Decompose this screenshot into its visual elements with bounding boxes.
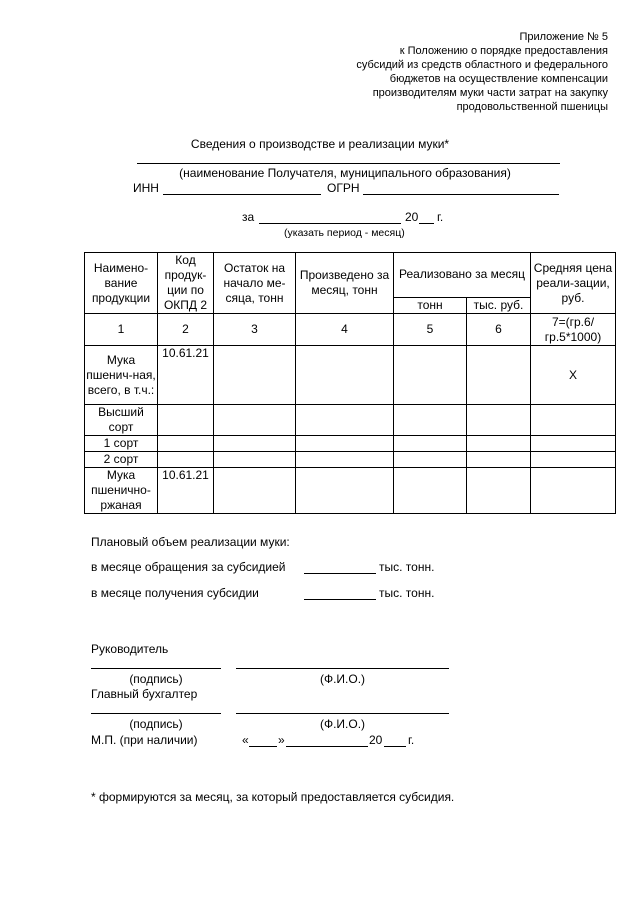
recipient-name-line: [137, 163, 560, 164]
row-product-name: Мука пшенично-ржаная: [85, 468, 158, 514]
header-sold-rub: тыс. руб.: [467, 297, 531, 313]
table-row: [85, 346, 616, 405]
plan-row1-unit: тыс. тонн.: [379, 560, 435, 574]
footnote: * формируются за месяц, за который предоставляется субсидия.: [91, 790, 455, 804]
head-fio-caption: (Ф.И.О.): [319, 672, 366, 686]
table-row: [85, 468, 616, 514]
row-sold-rub-cell: [467, 452, 531, 468]
header-stock: Остаток на начало ме-сяца, тонн: [214, 253, 296, 314]
row-price: Х: [531, 346, 616, 405]
head-label: Руководитель: [91, 642, 169, 656]
row-code: [158, 405, 214, 436]
row-price: [531, 405, 616, 436]
row-code: 10.61.21: [158, 468, 214, 514]
column-number: 6: [467, 314, 531, 346]
column-numbers-row: [85, 314, 616, 346]
production-table: [84, 252, 616, 514]
row-code: 10.61.21: [158, 346, 214, 405]
appendix-line: субсидий из средств областного и федерального: [356, 59, 608, 71]
row-stock-cell: [214, 405, 296, 436]
plan-row1-label: в месяце обращения за субсидией: [91, 560, 286, 574]
row-sold-tons-cell: [394, 436, 467, 452]
row-code: [158, 452, 214, 468]
row-product-name: Мука пшенич-ная, всего, в т.ч.:: [85, 346, 158, 405]
period-prefix: за: [242, 210, 255, 224]
ogrn-label: ОГРН: [327, 181, 360, 195]
row-produced-cell: [296, 405, 394, 436]
header-sold-tons: тонн: [394, 297, 467, 313]
plan-heading: Плановый объем реализации муки:: [91, 535, 290, 549]
stamp-label: М.П. (при наличии): [91, 733, 198, 747]
header-product: Наимено-вание продукции: [85, 253, 158, 314]
period-year-suffix: г.: [437, 210, 444, 224]
row-stock-cell: [214, 452, 296, 468]
accountant-label: Главный бухгалтер: [91, 687, 198, 701]
column-number: 5: [394, 314, 467, 346]
row-stock-cell: [214, 346, 296, 405]
row-produced-cell: [296, 452, 394, 468]
date-year-prefix: 20: [369, 733, 383, 747]
row-product-name: Высший сорт: [85, 405, 158, 436]
row-stock-cell: [214, 436, 296, 452]
date-month-field: [286, 746, 368, 747]
period-year-prefix: 20: [405, 210, 419, 224]
column-number: 1: [85, 314, 158, 346]
date-day-field: [249, 746, 277, 747]
period-field: [259, 223, 401, 224]
table-row: [85, 452, 616, 468]
plan-row2-label: в месяце получения субсидии: [91, 586, 259, 600]
row-sold-tons-cell: [394, 346, 467, 405]
plan-row2-unit: тыс. тонн.: [379, 586, 435, 600]
row-produced-cell: [296, 468, 394, 514]
header-avg-price: Средняя цена реали-зации, руб.: [531, 253, 616, 314]
column-number: 7=(гр.6/ гр.5*1000): [531, 314, 616, 346]
column-number: 2: [158, 314, 214, 346]
row-price: [531, 468, 616, 514]
document-title: Сведения о производстве и реализации муки*: [190, 137, 450, 151]
row-stock-cell: [214, 468, 296, 514]
row-sold-rub-cell: [467, 436, 531, 452]
plan-row2-field: [304, 599, 376, 600]
header-code: Код продук-ции по ОКПД 2: [158, 253, 214, 314]
column-number: 4: [296, 314, 394, 346]
column-number: 3: [214, 314, 296, 346]
row-product-name: 2 сорт: [85, 452, 158, 468]
appendix-line: к Положению о порядке предоставления: [399, 45, 608, 57]
row-sold-tons-cell: [394, 468, 467, 514]
appendix-line: производителям муки части затрат на закупку: [372, 87, 608, 99]
table-row: [85, 405, 616, 436]
head-sign-caption: (подпись): [129, 672, 183, 686]
row-price: [531, 436, 616, 452]
period-year-field: [419, 223, 434, 224]
row-produced-cell: [296, 346, 394, 405]
head-fio-line: [236, 668, 449, 669]
head-signature-line: [91, 668, 221, 669]
row-produced-cell: [296, 436, 394, 452]
appendix-header: [288, 30, 608, 114]
table-row: [85, 436, 616, 452]
row-sold-rub-cell: [467, 468, 531, 514]
date-year-field: [384, 746, 406, 747]
row-product-name: 1 сорт: [85, 436, 158, 452]
row-sold-tons-cell: [394, 452, 467, 468]
row-sold-rub-cell: [467, 346, 531, 405]
date-year-suffix: г.: [408, 733, 415, 747]
inn-field: [163, 194, 321, 195]
date-close-quote: »: [278, 733, 285, 747]
accountant-fio-line: [236, 713, 449, 714]
row-sold-tons-cell: [394, 405, 467, 436]
appendix-line: Приложение № 5: [519, 31, 608, 43]
row-price: [531, 452, 616, 468]
date-open-quote: «: [242, 733, 249, 747]
recipient-caption: (наименование Получателя, муниципального образования): [179, 166, 511, 180]
plan-row1-field: [304, 573, 376, 574]
accountant-signature-line: [91, 713, 221, 714]
appendix-line: продовольственной пшеницы: [456, 101, 608, 113]
period-hint: (указать период - месяц): [284, 227, 405, 239]
accountant-fio-caption: (Ф.И.О.): [319, 717, 366, 731]
header-produced: Произведено за месяц, тонн: [296, 253, 394, 314]
inn-label: ИНН: [133, 181, 159, 195]
accountant-sign-caption: (подпись): [129, 717, 183, 731]
row-sold-rub-cell: [467, 405, 531, 436]
row-code: [158, 436, 214, 452]
ogrn-field: [363, 194, 559, 195]
appendix-line: бюджетов на осуществление компенсации: [389, 73, 608, 85]
header-sold: Реализовано за месяц: [394, 253, 531, 298]
